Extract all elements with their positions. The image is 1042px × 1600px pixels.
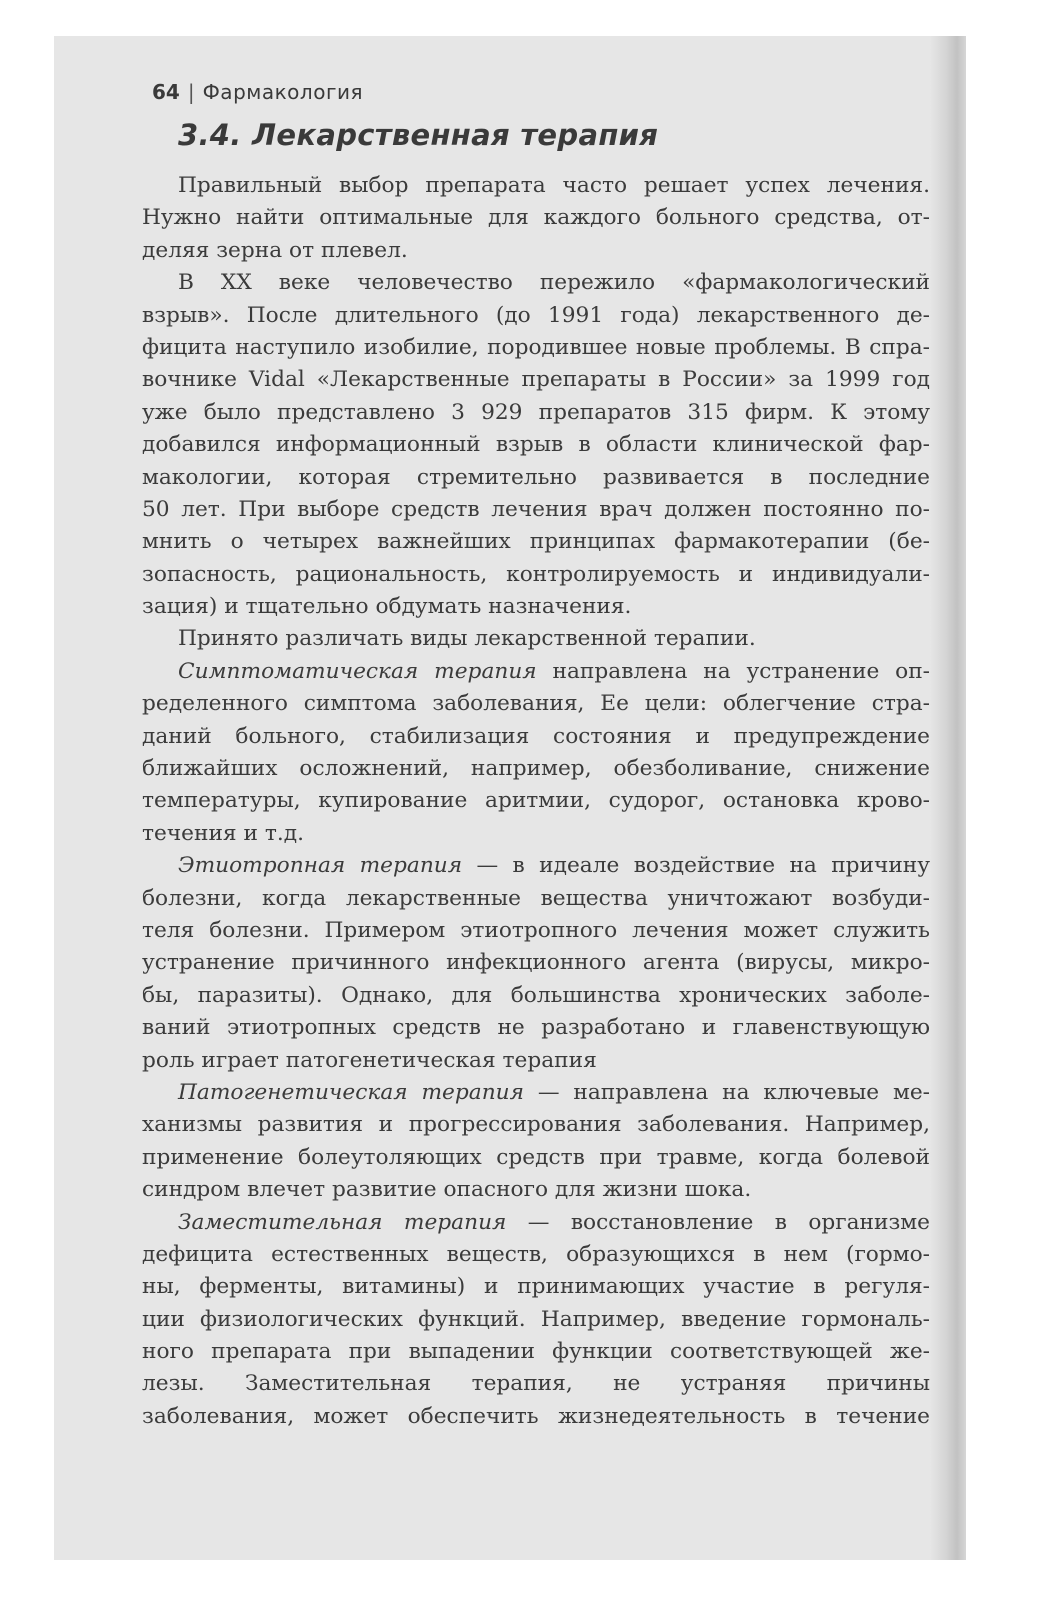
text-line: Принято различать виды лекарственной терапии. — [178, 626, 756, 652]
text-line: устранение причинного инфекционного агента (вирусы, микро- — [142, 950, 930, 976]
text-line: теля болезни. Примером этиотропного лечения может служить — [142, 917, 930, 943]
text-line: уже было представлено 3 929 препаратов 315 фирм. К этому — [142, 399, 930, 425]
body-text — [142, 170, 930, 1433]
text-line — [142, 656, 930, 688]
text-line: ределенного симптома заболевания, Ее цели: облегчение стра- — [142, 691, 930, 717]
text-line: зация) и тщательно обдумать назначения. — [142, 594, 632, 620]
text-line: болезни, когда лекарственные вещества уничтожают возбуди- — [142, 885, 930, 911]
section-title: 3.4. Лекарственная терапия — [178, 118, 659, 152]
text-line: ции физиологических функций. Например, введение гормональ- — [142, 1306, 930, 1332]
running-header — [152, 80, 363, 104]
book-title: Фармакология — [202, 80, 363, 104]
text-line: деляя зерна от плевел. — [142, 237, 408, 263]
text-line: добавился информационный взрыв в области клинической фар- — [142, 432, 930, 458]
text-line: ваний этиотропных средств не разработано и главенствующую — [142, 1015, 930, 1041]
text-line: бы, паразиты). Однако, для большинства хронических заболе- — [142, 982, 930, 1008]
text-line: лезы. Заместительная терапия, не устраняя причины — [142, 1371, 930, 1397]
text-line: синдром влечет развитие опасного для жизни шока. — [142, 1177, 752, 1203]
text-line — [142, 1207, 930, 1239]
text-line: Правильный выбор препарата часто решает успех лечения. — [178, 173, 930, 198]
text-line: мнить о четырех важнейших принципах фармакотерапии (бе- — [142, 529, 930, 555]
text-line — [142, 1077, 930, 1109]
text-line: заболевания, может обеспечить жизнедеятельность в течение — [142, 1403, 930, 1429]
text-line — [142, 850, 930, 882]
text-line: Нужно найти оптимальные для каждого больного средства, от- — [142, 205, 930, 231]
header-separator: | — [187, 80, 195, 104]
text-line: фицита наступило изобилие, породившее новые проблемы. В спра- — [142, 334, 930, 360]
term-italic: Симптоматическая терапия — [178, 658, 537, 684]
text-line: взрыв». После длительного (до 1991 года) лекарственного де- — [142, 302, 930, 328]
text-line: вочнике Vidal «Лекарственные препараты в России» за 1999 год — [142, 367, 930, 393]
text-line: ного препарата при выпадении функции соответствующей же- — [142, 1339, 930, 1365]
text-line: применение болеутоляющих средств при травме, когда болевой — [142, 1144, 930, 1170]
text-segment: направлена на устранение оп- — [536, 658, 930, 684]
text-segment: — в идеале воздействие на причину — [462, 853, 930, 879]
text-line: В XX веке человечество пережило «фармакологический — [178, 270, 930, 296]
text-line: роль играет патогенетическая терапия — [142, 1047, 597, 1073]
text-line: ближайших осложнений, например, обезболивание, снижение — [142, 756, 930, 782]
text-line: ханизмы развития и прогрессирования заболевания. Например, — [142, 1112, 930, 1138]
text-segment: — восстановление в организме — [506, 1209, 930, 1235]
text-line: даний больного, стабилизация состояния и предупреждение — [142, 723, 930, 749]
text-line: 50 лет. При выборе средств лечения врач должен постоянно по- — [142, 496, 930, 522]
text-line: течения и т.д. — [142, 820, 304, 846]
term-italic: Этиотропная терапия — [178, 853, 463, 879]
term-italic: Патогенетическая терапия — [178, 1079, 524, 1105]
text-line: зопасность, рациональность, контролируемость и индивидуали- — [142, 561, 930, 587]
term-italic: Заместительная терапия — [178, 1209, 507, 1235]
text-line: макологии, которая стремительно развивается в последние — [142, 464, 930, 490]
text-line: дефицита естественных веществ, образующихся в нем (гормо- — [142, 1241, 930, 1267]
text-segment: — направлена на ключевые ме- — [524, 1079, 930, 1105]
page-gutter-shadow — [930, 36, 966, 1560]
page-number: 64 — [152, 80, 180, 104]
text-line: ны, ферменты, витамины) и принимающих участие в регуля- — [142, 1274, 930, 1300]
text-line: температуры, купирование аритмии, судорог, остановка крово- — [142, 788, 930, 814]
